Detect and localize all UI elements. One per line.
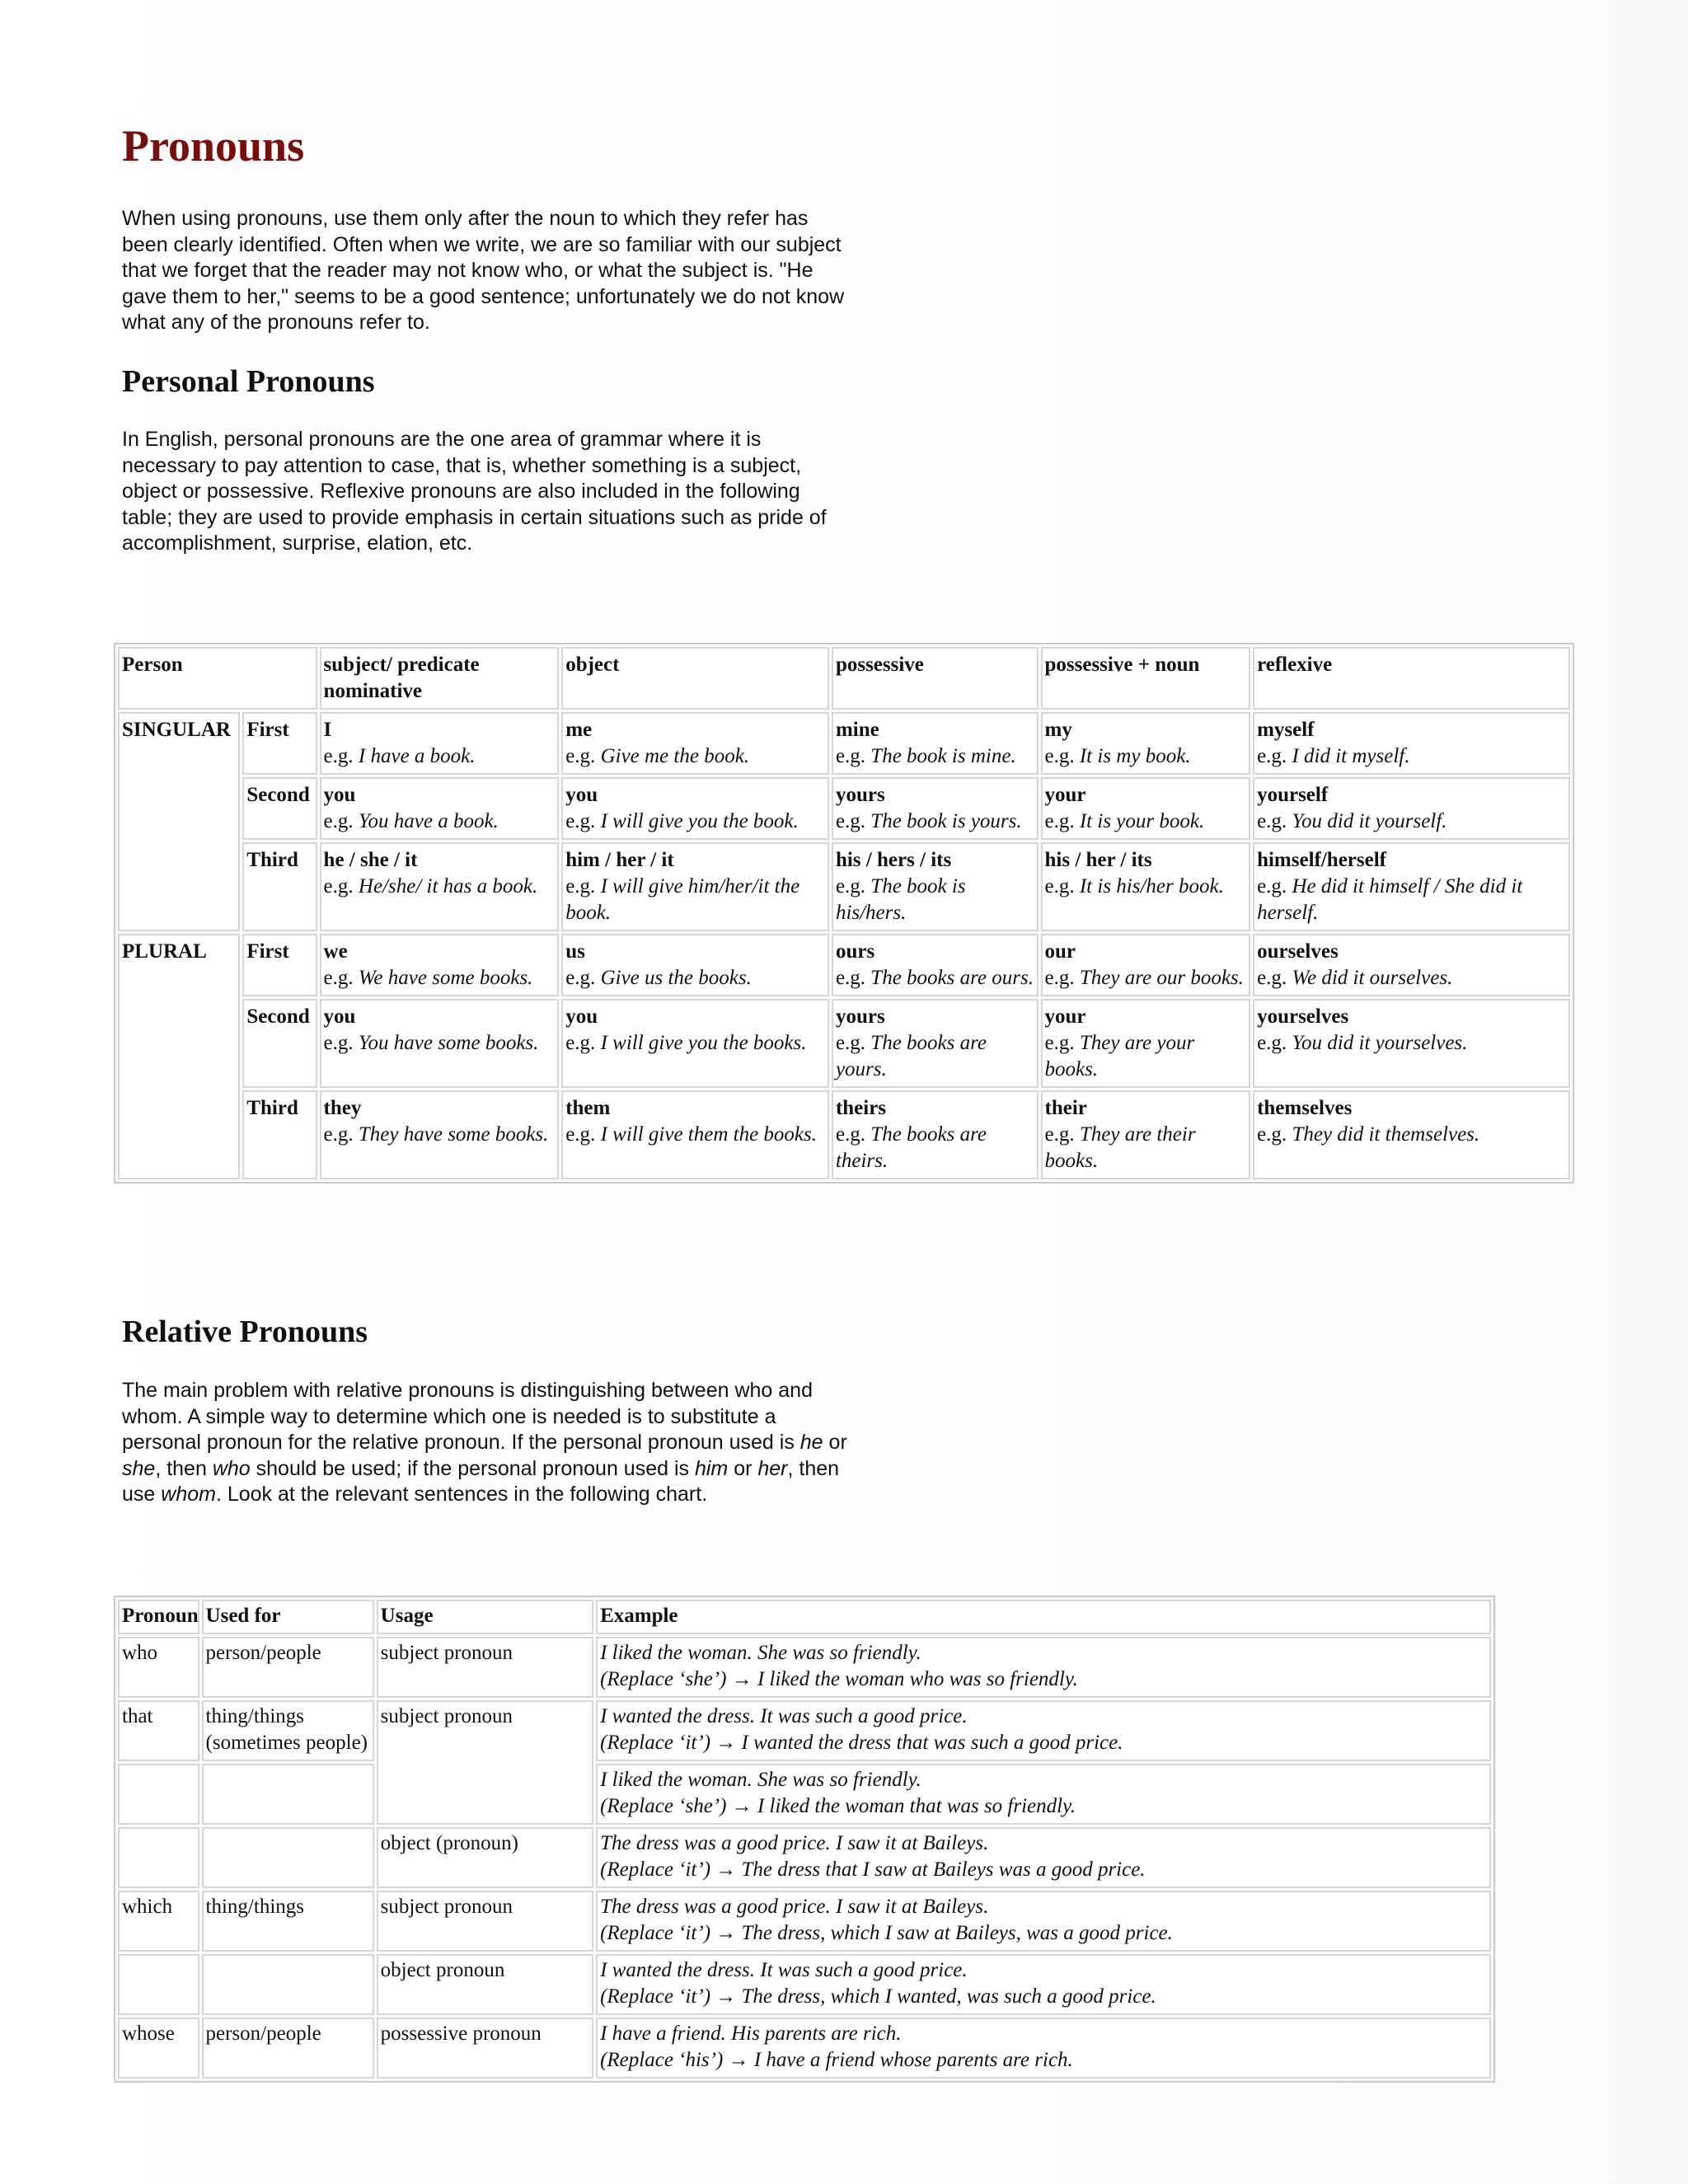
pronoun-form: them (565, 1097, 611, 1119)
header-object: object (561, 647, 829, 710)
example-sentence: The book is mine. (870, 745, 1016, 767)
table-row (118, 842, 1570, 931)
person-cell: Second (242, 777, 316, 840)
example-sentence: We did it ourselves. (1292, 967, 1453, 989)
example-sentence: I have a friend. His parents are rich. (600, 2022, 902, 2045)
eg-label: e.g. (323, 967, 354, 989)
italic-term: who (212, 1456, 251, 1480)
example-sentence: You did it yourselves. (1292, 1032, 1468, 1054)
pronoun-form: yourself (1257, 784, 1329, 806)
table-row (118, 934, 1570, 996)
example-sentence: The dress was a good price. I saw it at Baileys. (600, 1832, 989, 1854)
eg-label: e.g. (323, 1123, 354, 1146)
eg-label: e.g. (1257, 967, 1287, 989)
pronoun-cell (561, 934, 829, 996)
pronoun-cell: who (118, 1637, 199, 1698)
example-sentence: The dress was a good price. I saw it at Baileys. (600, 1896, 989, 1918)
pronoun-cell (1253, 777, 1570, 840)
used-for-cell: person/people (202, 2018, 374, 2079)
table-header-row (118, 647, 1570, 710)
pronoun-form: themselves (1257, 1097, 1353, 1119)
pronoun-cell (1041, 712, 1251, 775)
header-reflexive: reflexive (1253, 647, 1570, 710)
eg-label: e.g. (565, 810, 596, 832)
pronoun-form: his / her / its (1044, 849, 1152, 871)
arrow-icon: → (731, 1668, 753, 1690)
used-for-cell: person/people (202, 1637, 374, 1698)
eg-label: e.g. (1257, 745, 1287, 767)
pronoun-form: us (565, 940, 585, 963)
eg-label: e.g. (565, 1123, 596, 1146)
paragraph-text: or (823, 1431, 847, 1454)
pronoun-form: yourselves (1257, 1005, 1349, 1028)
paragraph-text: should be used; if the personal pronoun used is (250, 1456, 695, 1480)
number-group-cell: SINGULAR (118, 712, 240, 931)
pronoun-form: we (323, 940, 348, 963)
arrow-icon: → (715, 1858, 737, 1881)
example-cell (596, 1637, 1491, 1698)
replace-note: (Replace ‘his’) (600, 2049, 724, 2071)
usage-cell: subject pronoun (377, 1700, 593, 1825)
pronoun-cell: whose (118, 2018, 199, 2079)
example-sentence: Give me the book. (600, 745, 750, 767)
pronoun-cell (561, 999, 829, 1088)
pronoun-form: yours (835, 1005, 885, 1028)
eg-label: e.g. (835, 810, 866, 832)
eg-label: e.g. (1257, 875, 1287, 898)
table-row (118, 1954, 1491, 2015)
eg-label: e.g. (1044, 810, 1075, 832)
replace-note: (Replace ‘it’) (600, 1985, 711, 2008)
personal-pronouns-paragraph: In English, personal pronouns are the one area of grammar where it is necessary to pay attention to case, that is, whether something is a subject, object or possessive. Reflexive pronouns are also included in the following table; they are used to provide emphasis in certain situations such as pride of accomplishment, surprise, elation, etc. (122, 428, 827, 555)
result-sentence: I have a friend whose parents are rich. (753, 2049, 1073, 2071)
person-cell: First (242, 934, 316, 996)
table-row (118, 1700, 1491, 1761)
replace-note: (Replace ‘it’) (600, 1732, 711, 1754)
pronoun-form: you (565, 1005, 598, 1028)
pronoun-cell (1041, 777, 1251, 840)
usage-cell: possessive pronoun (377, 2018, 593, 2079)
table-row (118, 1764, 1491, 1825)
pronoun-form: you (323, 1005, 356, 1028)
table-header-row (118, 1600, 1491, 1634)
replace-note: (Replace ‘it’) (600, 1922, 711, 1944)
example-sentence: I have a book. (358, 745, 476, 767)
result-sentence: I liked the woman who was so friendly. (757, 1668, 1078, 1690)
example-cell (596, 1764, 1491, 1825)
used-for-cell: thing/things (sometimes people) (202, 1700, 374, 1761)
example-sentence: The book is yours. (870, 810, 1022, 832)
pronoun-cell (1253, 842, 1570, 931)
pronoun-cell (1253, 999, 1570, 1088)
example-sentence: The books are yours. (835, 1032, 987, 1080)
header-possessive-noun: possessive + noun (1041, 647, 1251, 710)
header-subject: subject/ predicate nominative (320, 647, 560, 710)
header-example: Example (596, 1600, 1491, 1634)
example-sentence: I will give you the books. (600, 1032, 807, 1054)
example-sentence: You did it yourself. (1292, 810, 1447, 832)
arrow-icon: → (731, 1795, 753, 1817)
eg-label: e.g. (323, 745, 354, 767)
eg-label: e.g. (835, 875, 866, 898)
eg-label: e.g. (565, 875, 596, 898)
result-sentence: I wanted the dress that was such a good price. (741, 1732, 1123, 1754)
example-sentence: They did it themselves. (1292, 1123, 1480, 1146)
paragraph-text: . Look at the relevant sentences in the following chart. (215, 1483, 708, 1506)
example-sentence: They are your books. (1044, 1032, 1195, 1080)
pronoun-cell: that (118, 1700, 199, 1761)
replace-note: (Replace ‘she’) (600, 1795, 727, 1817)
used-for-cell (202, 1764, 374, 1825)
usage-cell: subject pronoun (377, 1891, 593, 1952)
eg-label: e.g. (1044, 1032, 1075, 1054)
paragraph-text: or (728, 1456, 758, 1480)
relative-pronouns-heading: Relative Pronouns (122, 1315, 368, 1349)
example-sentence: The books are ours. (870, 967, 1034, 989)
pronoun-cell (561, 777, 829, 840)
example-sentence: I will give you the book. (600, 810, 799, 832)
pronoun-form: me (565, 719, 593, 741)
eg-label: e.g. (323, 875, 354, 898)
paragraph-text: , then use (122, 1456, 840, 1506)
header-possessive: possessive (832, 647, 1039, 710)
pronoun-form: myself (1257, 719, 1315, 741)
example-sentence: The book is his/hers. (835, 875, 966, 924)
italic-term: he (799, 1431, 823, 1454)
eg-label: e.g. (565, 967, 596, 989)
header-usage: Usage (377, 1600, 593, 1634)
pronoun-cell (832, 712, 1039, 775)
person-cell: First (242, 712, 316, 775)
pronoun-form: ourselves (1257, 940, 1339, 963)
relative-pronouns-paragraph (122, 1378, 847, 1508)
paragraph-text: The main problem with relative pronouns is distinguishing between who and whom. A simple way to determine which one is needed is to substitute a personal pronoun for the relative pronoun. If the personal pronoun used is (122, 1379, 813, 1454)
pronoun-cell (1253, 934, 1570, 996)
pronoun-cell (1253, 1090, 1570, 1179)
eg-label: e.g. (835, 745, 866, 767)
pronoun-cell (832, 1090, 1039, 1179)
pronoun-cell: which (118, 1891, 199, 1952)
italic-term: whom (161, 1483, 216, 1506)
pronoun-form: theirs (835, 1097, 887, 1119)
used-for-cell (202, 1827, 374, 1888)
pronoun-cell (1253, 712, 1570, 775)
eg-label: e.g. (1044, 745, 1075, 767)
italic-term: him (694, 1456, 729, 1480)
italic-term: she (122, 1456, 156, 1480)
example-sentence: Give us the books. (600, 967, 752, 989)
table-row (118, 1827, 1491, 1888)
pronoun-cell (832, 777, 1039, 840)
pronoun-cell (561, 842, 829, 931)
pronoun-form: mine (835, 719, 879, 741)
pronoun-cell (118, 1764, 199, 1825)
table-row (118, 999, 1570, 1088)
header-person: Person (118, 647, 317, 710)
pronoun-cell (1041, 934, 1251, 996)
table-row (118, 1891, 1491, 1952)
person-cell: Third (242, 1090, 316, 1179)
header-pronoun: Pronoun (118, 1600, 199, 1634)
pronoun-form: yours (835, 784, 885, 806)
pronoun-cell (1041, 999, 1251, 1088)
example-sentence: They have some books. (358, 1123, 549, 1146)
example-sentence: I wanted the dress. It was such a good price. (600, 1705, 968, 1727)
example-sentence: I liked the woman. She was so friendly. (600, 1769, 921, 1791)
usage-cell: object pronoun (377, 1954, 593, 2015)
table-row (118, 712, 1570, 775)
pronoun-form: you (323, 784, 356, 806)
eg-label: e.g. (1257, 1123, 1287, 1146)
table-row (118, 1090, 1570, 1179)
example-sentence: I liked the woman. She was so friendly. (600, 1642, 921, 1664)
relative-pronouns-table (114, 1596, 1495, 2083)
usage-cell: subject pronoun (377, 1637, 593, 1698)
pronoun-form: you (565, 784, 598, 806)
example-sentence: He did it himself / She did it herself. (1257, 875, 1523, 924)
pronoun-form: their (1044, 1097, 1087, 1119)
eg-label: e.g. (565, 1032, 596, 1054)
example-cell (596, 1700, 1491, 1761)
pronoun-form: he / she / it (323, 849, 418, 871)
table-row (118, 777, 1570, 840)
pronoun-cell (561, 712, 829, 775)
pronoun-cell (1041, 842, 1251, 931)
pronoun-cell (832, 934, 1039, 996)
eg-label: e.g. (1044, 875, 1075, 898)
pronoun-form: I (323, 719, 332, 741)
example-sentence: I will give him/her/it the book. (565, 875, 800, 924)
pronoun-cell (118, 1827, 199, 1888)
pronoun-form: your (1044, 1005, 1086, 1028)
pronoun-cell (118, 1954, 199, 2015)
personal-pronouns-table (114, 643, 1574, 1183)
pronoun-cell (320, 777, 560, 840)
header-used-for: Used for (202, 1600, 374, 1634)
example-sentence: You have a book. (358, 810, 499, 832)
example-cell (596, 1891, 1491, 1952)
pronoun-cell (832, 842, 1039, 931)
page-title: Pronouns (122, 121, 305, 171)
result-sentence: I liked the woman that was so friendly. (757, 1795, 1076, 1817)
eg-label: e.g. (565, 745, 596, 767)
eg-label: e.g. (1257, 1032, 1287, 1054)
eg-label: e.g. (1257, 810, 1287, 832)
arrow-icon: → (728, 2049, 749, 2071)
example-cell (596, 2018, 1491, 2079)
example-sentence: He/she/ it has a book. (358, 875, 538, 898)
pronoun-cell (561, 1090, 829, 1179)
person-cell: Third (242, 842, 316, 931)
example-sentence: It is his/her book. (1079, 875, 1224, 898)
arrow-icon: → (715, 1922, 737, 1944)
example-sentence: It is your book. (1079, 810, 1205, 832)
result-sentence: The dress, which I wanted, was such a good price. (741, 1985, 1156, 2008)
pronoun-cell (320, 1090, 560, 1179)
paragraph-text: , then (155, 1456, 213, 1480)
arrow-icon: → (715, 1732, 737, 1754)
table-row (118, 1637, 1491, 1698)
pronoun-form: our (1044, 940, 1076, 963)
pronoun-form: my (1044, 719, 1072, 741)
eg-label: e.g. (323, 810, 354, 832)
example-cell (596, 1827, 1491, 1888)
pronoun-cell (320, 999, 560, 1088)
pronoun-cell (320, 934, 560, 996)
pronoun-cell (1041, 1090, 1251, 1179)
pronoun-form: they (323, 1097, 362, 1119)
example-sentence: You have some books. (358, 1032, 539, 1054)
used-for-cell (202, 1954, 374, 2015)
arrow-icon: → (715, 1985, 737, 2008)
result-sentence: The dress, which I saw at Baileys, was a good price. (741, 1922, 1173, 1944)
example-sentence: We have some books. (358, 967, 533, 989)
pronoun-form: ours (835, 940, 875, 963)
eg-label: e.g. (1044, 967, 1075, 989)
eg-label: e.g. (835, 967, 866, 989)
example-sentence: I wanted the dress. It was such a good price. (600, 1959, 968, 1981)
pronoun-cell (320, 712, 560, 775)
pronoun-form: your (1044, 784, 1086, 806)
eg-label: e.g. (1044, 1123, 1075, 1146)
intro-paragraph: When using pronouns, use them only after the noun to which they refer has been clearly identified. Often when we write, we are so familiar with our subject that we forget that the reader may not know who, or what the subject is. "He gave them to her," seems to be a good sentence; unfortunately we do not know what any of the pronouns refer to. (122, 207, 845, 334)
example-sentence: I did it myself. (1292, 745, 1410, 767)
pronoun-form: himself/herself (1257, 849, 1386, 871)
example-cell (596, 1954, 1491, 2015)
eg-label: e.g. (835, 1123, 866, 1146)
eg-label: e.g. (323, 1032, 354, 1054)
pronoun-cell (832, 999, 1039, 1088)
person-cell: Second (242, 999, 316, 1088)
replace-note: (Replace ‘it’) (600, 1858, 711, 1881)
result-sentence: The dress that I saw at Baileys was a good price. (741, 1858, 1146, 1881)
pronoun-form: him / her / it (565, 849, 674, 871)
example-sentence: The books are theirs. (835, 1123, 987, 1172)
pronoun-form: his / hers / its (835, 849, 952, 871)
personal-pronouns-heading: Personal Pronouns (122, 364, 375, 399)
italic-term: her (757, 1456, 788, 1480)
example-sentence: They are our books. (1079, 967, 1244, 989)
example-sentence: It is my book. (1079, 745, 1191, 767)
usage-cell: object (pronoun) (377, 1827, 593, 1888)
example-sentence: They are their books. (1044, 1123, 1196, 1172)
used-for-cell: thing/things (202, 1891, 374, 1952)
number-group-cell: PLURAL (118, 934, 240, 1179)
replace-note: (Replace ‘she’) (600, 1668, 727, 1690)
table-row (118, 2018, 1491, 2079)
pronoun-cell (320, 842, 560, 931)
example-sentence: I will give them the books. (600, 1123, 818, 1146)
eg-label: e.g. (835, 1032, 866, 1054)
